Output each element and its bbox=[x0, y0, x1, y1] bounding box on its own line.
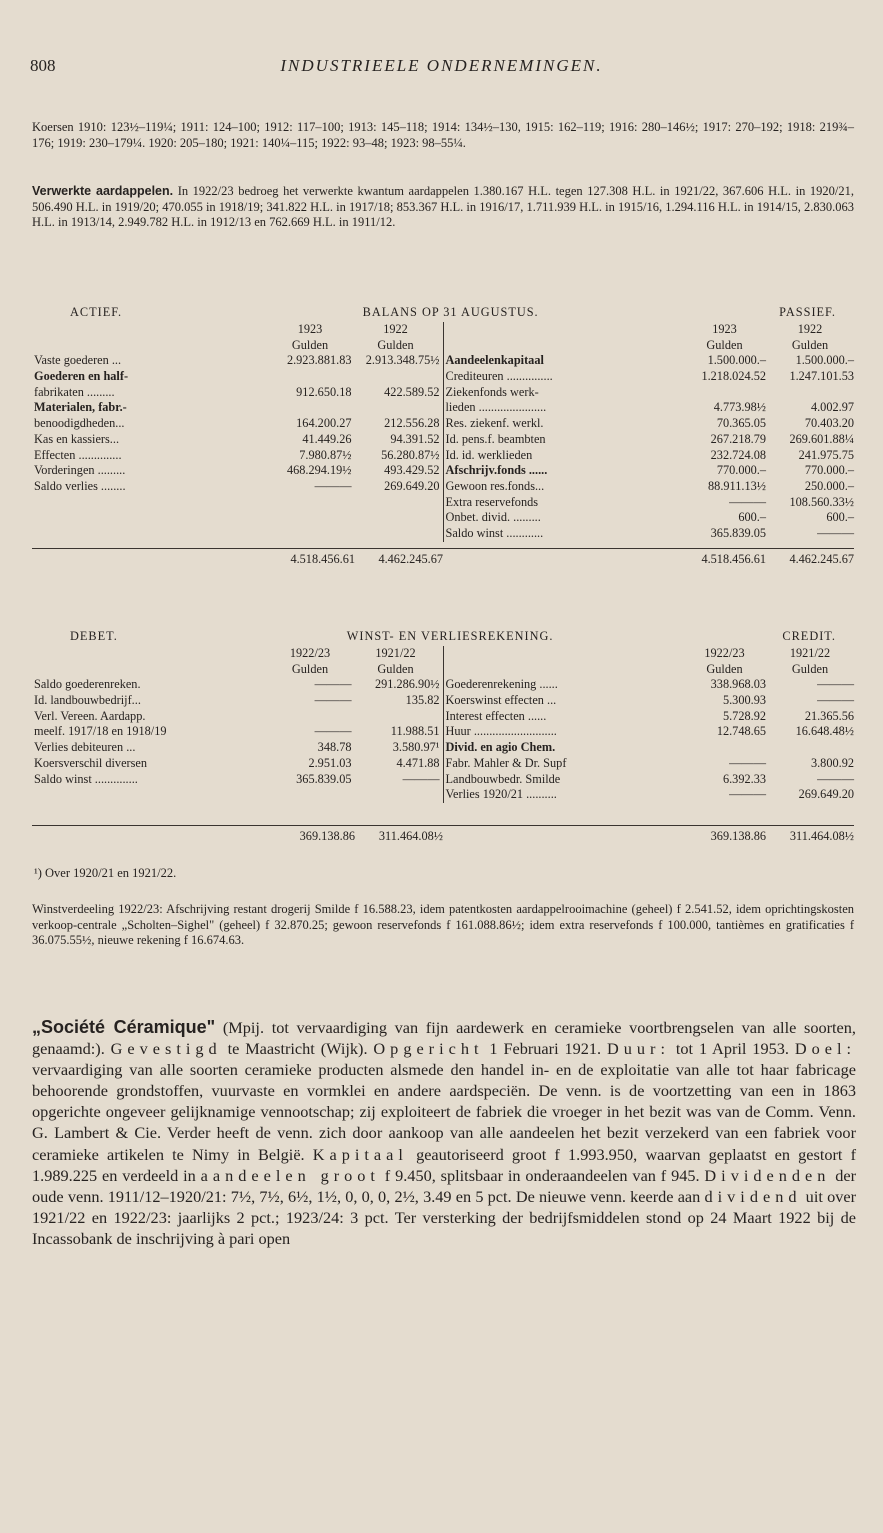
balance-passief bbox=[443, 322, 855, 542]
passief-value: 1.500.000.– bbox=[707, 353, 766, 368]
actief-row bbox=[32, 432, 443, 448]
actief-label bbox=[32, 338, 269, 354]
passief-row bbox=[444, 479, 855, 495]
pl-title: WINST- EN VERLIESREKENING. bbox=[346, 629, 554, 643]
entry-text: 1 Februari 1921. bbox=[483, 1039, 607, 1059]
balance-left-total-1923: 4.518.456.61 bbox=[290, 551, 355, 566]
debet-value bbox=[269, 709, 352, 725]
actief-row bbox=[32, 400, 443, 416]
debet-label bbox=[32, 646, 269, 662]
actief-label: Effecten .............. bbox=[34, 447, 122, 462]
passief-label: Res. ziekenf. werkl. bbox=[445, 416, 544, 431]
credit-value: 269.649.20 bbox=[798, 787, 854, 802]
actief-value: 1922 bbox=[383, 322, 408, 336]
actief-row bbox=[32, 416, 443, 432]
entry-text: (Mpij. tot vervaardiging van fijn aardewerk en ceramieke voortbrengselen van alle soorten, genaamd:). bbox=[32, 1018, 856, 1059]
credit-value: 12.748.65 bbox=[716, 724, 766, 739]
passief-label bbox=[444, 322, 684, 338]
credit-value: 3.800.92 bbox=[810, 755, 854, 770]
credit-value: ——— bbox=[729, 787, 766, 802]
credit-value: Gulden bbox=[706, 661, 743, 676]
entry-text: te Maastricht (Wijk). bbox=[221, 1039, 374, 1059]
keyword-duur: Duur: bbox=[607, 1039, 670, 1059]
debet-row bbox=[32, 709, 443, 725]
passief-value: 241.975.75 bbox=[798, 447, 854, 462]
actief-value: 94.391.52 bbox=[390, 431, 440, 446]
credit-row bbox=[444, 662, 855, 678]
passief-value: 267.218.79 bbox=[710, 431, 766, 446]
debet-label: meelf. 1917/18 en 1918/19 bbox=[34, 724, 167, 739]
actief-row bbox=[32, 353, 443, 369]
actief-value: Gulden bbox=[377, 337, 414, 352]
actief-label: Saldo verlies ........ bbox=[34, 478, 126, 493]
credit-value: ——— bbox=[729, 755, 766, 770]
passief-row bbox=[444, 385, 855, 401]
credit-row bbox=[444, 724, 855, 740]
actief-row bbox=[32, 322, 443, 338]
debet-value: Gulden bbox=[291, 661, 329, 676]
credit-value: 5.728.92 bbox=[722, 708, 766, 723]
debet-row bbox=[32, 693, 443, 709]
keyword-doel: Doel: bbox=[794, 1039, 856, 1059]
koersen-paragraph: Koersen 1910: 123½–119¼; 1911: 124–100; 1912: 117–100; 1913: 145–118; 1914: 134½–130, 1915: 162–119; 1916: 280–146½; 1917: 270–192; 1918: 219¾–176; 1919: 230–179¼. 1920: 205–180; 1921: 140¼–115; 1922: 93–48; 1923: 98–55¼. bbox=[32, 120, 854, 150]
passief-row bbox=[444, 338, 855, 354]
balance-title-left: ACTIEF. bbox=[70, 305, 123, 319]
actief-value: 422.589.52 bbox=[384, 384, 440, 399]
debet-value: 291.286.90½ bbox=[374, 677, 440, 692]
actief-value: 41.449.26 bbox=[302, 431, 352, 446]
passief-row bbox=[444, 463, 855, 479]
balance-right-total-1923: 4.518.456.61 bbox=[701, 551, 766, 566]
keyword-dividend: dividend bbox=[704, 1186, 802, 1206]
pl-credit bbox=[443, 646, 855, 803]
debet-row bbox=[32, 724, 443, 740]
actief-value: 493.429.52 bbox=[384, 463, 440, 478]
passief-value: 250.000.– bbox=[804, 478, 854, 493]
passief-row bbox=[444, 495, 855, 511]
credit-label: Koerswinst effecten ... bbox=[445, 693, 557, 708]
credit-label bbox=[444, 646, 684, 662]
keyword-kapitaal: Kapitaal bbox=[312, 1144, 408, 1164]
passief-value: 269.601.88¼ bbox=[789, 431, 854, 446]
credit-row bbox=[444, 756, 855, 772]
actief-row bbox=[32, 479, 443, 495]
credit-label: Verlies 1920/21 .......... bbox=[445, 787, 557, 802]
passief-value: ——— bbox=[729, 494, 766, 509]
verwerkte-paragraph bbox=[32, 184, 854, 231]
credit-value: 1921/22 bbox=[789, 646, 831, 660]
actief-value bbox=[352, 400, 443, 416]
debet-value: ——— bbox=[314, 677, 352, 692]
passief-value: 232.724.08 bbox=[710, 447, 766, 462]
verwerkte-text: In 1922/23 bedroeg het verwerkte kwantum aardappelen 1.380.167 H.L. tegen 127.308 H.L. in 1921/22, 367.606 H.L. in 1920/21, 506.490 H.L. in 1919/20; 470.055 in 1918/19; 341.822 H.L. in 1917/18; 853.367 H.L. in 1916/17, 1.711.939 H.L. in 1915/16, 1.294.116 H.L. in 1914/15, 2.830.063 H.L. in 1913/14, 2.949.782 H.L. in 1912/13 en 762.669 H.L. in 1911/12. bbox=[32, 184, 854, 229]
balance-left-total-1922: 4.462.245.67 bbox=[378, 551, 443, 566]
pl-title-right: CREDIT. bbox=[782, 629, 836, 643]
passief-value: 1.500.000.– bbox=[795, 353, 854, 368]
debet-value: 365.839.05 bbox=[296, 771, 352, 786]
credit-label: Huur ........................... bbox=[445, 724, 557, 739]
pl-right-total-1922-23: 369.138.86 bbox=[710, 828, 766, 843]
debet-label: Verl. Vereen. Aardapp. bbox=[34, 708, 146, 723]
passief-value bbox=[683, 385, 766, 401]
entry-text: geautoriseerd groot f 1.993.950, waarvan geplaatst en gestort f 1.989.225 en verdeeld in bbox=[32, 1144, 856, 1185]
entry-text: der oude venn. 1911/12–1920/21: 7½, 7½, 6½, 1½, 0, 0, 0, 2½, 3.49 en 5 pct. De nieuwe venn. keerde aan bbox=[32, 1165, 857, 1206]
passief-value bbox=[766, 385, 854, 401]
actief-label: Goederen en half- bbox=[34, 369, 129, 384]
actief-value bbox=[269, 400, 352, 416]
debet-value: Gulden bbox=[377, 661, 414, 676]
passief-value: 770.000.– bbox=[804, 463, 854, 478]
credit-value: 6.392.33 bbox=[722, 771, 766, 786]
actief-label bbox=[32, 322, 269, 338]
credit-value: 21.365.56 bbox=[804, 708, 854, 723]
actief-value: 212.556.28 bbox=[384, 416, 440, 431]
credit-value: ——— bbox=[817, 693, 854, 708]
passief-row bbox=[444, 353, 855, 369]
passief-value: 600.– bbox=[826, 510, 854, 525]
credit-value: 1922/23 bbox=[704, 646, 745, 660]
passief-label: Id. id. werklieden bbox=[445, 447, 533, 462]
balance-title-right: PASSIEF. bbox=[779, 305, 836, 319]
actief-value bbox=[269, 369, 352, 385]
debet-value: 11.988.51 bbox=[390, 724, 440, 739]
passief-label: Gewoon res.fonds... bbox=[445, 478, 545, 493]
actief-label: Kas en kassiers... bbox=[34, 431, 120, 446]
passief-row bbox=[444, 400, 855, 416]
entry-text: uit over 1921/22 en 1922/23: jaarlijks 2 pct.; 1923/24: 3 pct. Ter versterking der bedrijfsmiddelen stond op 24 Maart 1922 bij de Incassobank de inschrijving à pari open bbox=[32, 1186, 856, 1248]
credit-label bbox=[444, 662, 684, 678]
actief-value: 912.650.18 bbox=[296, 384, 352, 399]
actief-row bbox=[32, 463, 443, 479]
debet-row bbox=[32, 772, 443, 788]
actief-value: ——— bbox=[314, 478, 352, 493]
passief-row bbox=[444, 448, 855, 464]
credit-row bbox=[444, 693, 855, 709]
passief-value: 1.218.024.52 bbox=[701, 369, 766, 384]
debet-row bbox=[32, 662, 443, 678]
keyword-aandeelen: aandeelen groot bbox=[200, 1165, 380, 1185]
passief-label: Id. pens.f. beambten bbox=[445, 431, 546, 446]
passief-label: Ziekenfonds werk- bbox=[445, 384, 539, 399]
actief-row bbox=[32, 369, 443, 385]
page-header bbox=[30, 56, 853, 84]
entry-text: tot 1 April 1953. bbox=[669, 1039, 795, 1059]
passief-row bbox=[444, 416, 855, 432]
actief-row bbox=[32, 448, 443, 464]
debet-label: Saldo winst .............. bbox=[34, 771, 138, 786]
actief-row bbox=[32, 338, 443, 354]
actief-label: benoodigdheden... bbox=[34, 416, 125, 431]
actief-value: 2.913.348.75½ bbox=[365, 353, 440, 368]
debet-value: ——— bbox=[314, 693, 352, 708]
debet-label: Koersverschil diversen bbox=[34, 755, 148, 770]
passief-value: 4.002.97 bbox=[810, 400, 854, 415]
entry-text: f 9.450, splitsbaar in onderaandeelen van f 945. bbox=[379, 1165, 705, 1185]
passief-value: 70.365.05 bbox=[716, 416, 766, 431]
debet-value: 2.951.03 bbox=[308, 755, 352, 770]
pl-totals bbox=[32, 825, 854, 846]
credit-value: ——— bbox=[817, 677, 854, 692]
actief-value: 468.294.19½ bbox=[286, 463, 352, 478]
credit-row bbox=[444, 709, 855, 725]
pl-left-total-1922-23: 369.138.86 bbox=[299, 828, 355, 843]
profit-loss-account bbox=[32, 626, 854, 846]
pl-debet bbox=[32, 646, 443, 803]
passief-row bbox=[444, 510, 855, 526]
passief-label bbox=[444, 338, 684, 354]
page-number: 808 bbox=[30, 56, 56, 75]
debet-row bbox=[32, 677, 443, 693]
passief-row bbox=[444, 369, 855, 385]
debet-label bbox=[32, 662, 269, 678]
actief-value bbox=[352, 369, 443, 385]
debet-row bbox=[32, 756, 443, 772]
debet-value: 135.82 bbox=[405, 693, 440, 708]
pl-left-total-1921-22: 311.464.08½ bbox=[378, 828, 443, 843]
actief-label: fabrikaten ......... bbox=[34, 384, 115, 399]
balance-totals bbox=[32, 548, 854, 569]
passief-value: 1922 bbox=[797, 322, 823, 336]
credit-label: Fabr. Mahler & Dr. Supf bbox=[445, 755, 567, 770]
passief-value: 770.000.– bbox=[716, 463, 766, 478]
passief-label: Aandeelenkapitaal bbox=[445, 353, 544, 368]
actief-row bbox=[32, 385, 443, 401]
credit-value: 338.968.03 bbox=[710, 677, 766, 692]
debet-value: 348.78 bbox=[317, 740, 352, 755]
credit-value: 16.648.48½ bbox=[795, 724, 854, 739]
keyword-dividenden: Dividenden bbox=[704, 1165, 831, 1185]
credit-value bbox=[766, 740, 854, 756]
passief-row bbox=[444, 322, 855, 338]
company-name: „Société Céramique" bbox=[32, 1017, 216, 1037]
passief-value: 70.403.20 bbox=[804, 416, 854, 431]
debet-row bbox=[32, 646, 443, 662]
passief-value: 4.773.98½ bbox=[713, 400, 766, 415]
debet-label: Verlies debiteuren ... bbox=[34, 740, 136, 755]
debet-value bbox=[352, 709, 443, 725]
ceramique-entry bbox=[32, 1017, 856, 1249]
keyword-gevestigd: Gevestigd bbox=[110, 1039, 222, 1059]
passief-label: Onbet. divid. ......... bbox=[445, 510, 541, 525]
debet-value: 1922/23 bbox=[289, 646, 331, 660]
footnote: ¹) Over 1920/21 en 1921/22. bbox=[34, 866, 177, 880]
actief-value: 56.280.87½ bbox=[381, 447, 440, 462]
passief-label: Crediteuren ............... bbox=[445, 369, 553, 384]
passief-value: Gulden bbox=[706, 337, 743, 352]
winstverdeeling-paragraph: Winstverdeeling 1922/23: Afschrijving restant drogerij Smilde f 16.588.23, idem patentkosten aardappelrooimachine (geheel) f 2.541.52, idem oprichtingskosten verkoop-centrale „Scholten–Sighel" (geheel) f 32.870.25; gewoon reservefonds f 161.088.86½; idem extra reservefonds f 100.000, tantièmes en gratificaties f 36.075.55½, nieuwe rekening f 16.674.63. bbox=[32, 902, 854, 947]
debet-label: Saldo goederenreken. bbox=[34, 677, 141, 692]
balance-actief bbox=[32, 322, 443, 542]
balance-right-total-1922: 4.462.245.67 bbox=[789, 551, 854, 566]
credit-row bbox=[444, 772, 855, 788]
pl-right-total-1921-22: 311.464.08½ bbox=[789, 828, 854, 843]
passief-label: lieden ...................... bbox=[445, 400, 547, 415]
credit-row bbox=[444, 677, 855, 693]
passief-value: ——— bbox=[817, 525, 854, 540]
passief-value: 1923 bbox=[712, 322, 737, 336]
passief-row bbox=[444, 432, 855, 448]
actief-value: 1923 bbox=[297, 322, 323, 336]
passief-value: Gulden bbox=[791, 337, 829, 352]
pl-title-left: DEBET. bbox=[70, 629, 118, 643]
credit-value bbox=[683, 740, 766, 756]
actief-value: 269.649.20 bbox=[384, 478, 440, 493]
actief-label: Vorderingen ......... bbox=[34, 463, 126, 478]
passief-label: Extra reservefonds bbox=[445, 494, 539, 509]
actief-value: 164.200.27 bbox=[296, 416, 352, 431]
balance-title: BALANS OP 31 AUGUSTUS. bbox=[362, 305, 539, 319]
actief-value: 2.923.881.83 bbox=[286, 353, 352, 368]
debet-value: 3.580.97¹ bbox=[392, 740, 440, 755]
debet-value: ——— bbox=[314, 724, 352, 739]
keyword-opgericht: Opgericht bbox=[373, 1039, 484, 1059]
balance-sheet bbox=[32, 302, 854, 569]
actief-label: Vaste goederen ... bbox=[34, 353, 122, 368]
credit-row bbox=[444, 787, 855, 803]
debet-label: Id. landbouwbedrijf... bbox=[34, 693, 141, 708]
passief-row bbox=[444, 526, 855, 542]
debet-value: 4.471.88 bbox=[396, 755, 440, 770]
passief-label: Afschrijv.fonds ...... bbox=[445, 463, 548, 478]
credit-value: 5.300.93 bbox=[722, 693, 766, 708]
pl-title-row bbox=[32, 626, 854, 646]
debet-value: 1921/22 bbox=[375, 646, 416, 660]
debet-row bbox=[32, 740, 443, 756]
actief-value: 7.980.87½ bbox=[299, 447, 352, 462]
debet-value: ——— bbox=[402, 771, 440, 786]
credit-value: ——— bbox=[817, 771, 854, 786]
credit-label: Divid. en agio Chem. bbox=[445, 740, 556, 755]
verwerkte-heading: Verwerkte aardappelen. bbox=[32, 184, 174, 198]
passief-label: Saldo winst ............ bbox=[445, 525, 544, 540]
passief-value: 365.839.05 bbox=[710, 525, 766, 540]
credit-label: Interest effecten ...... bbox=[445, 708, 547, 723]
passief-value: 108.560.33½ bbox=[789, 494, 854, 509]
passief-value: 1.247.101.53 bbox=[789, 369, 854, 384]
actief-value: Gulden bbox=[291, 337, 329, 352]
entry-text: vervaardiging van alle soorten ceramieke producten alsmede den handel in- en de exploitatie van alle tot haar fabricage behoorende grondstoffen, vuurvaste en vormklei en andere aardspeciën. De venn. is de voortzetting van een in 1863 opgerichte ongeveer gelijknamige vennootschap; zij exploiteert de fabriek die vroeger in het bezit was van de Comm. Venn. G. Lambert & Cie. Verder heeft de venn. zich door aankoop van alle aandeelen het bezit verzekerd van een fabriek voor ceramieke artikelen te Nimy in België. bbox=[32, 1060, 856, 1164]
balance-title-row bbox=[32, 302, 854, 322]
credit-row bbox=[444, 740, 855, 756]
credit-label: Landbouwbedr. Smilde bbox=[445, 771, 561, 786]
actief-label: Materialen, fabr.- bbox=[34, 400, 127, 415]
credit-label: Goederenrekening ...... bbox=[445, 677, 558, 692]
credit-value: Gulden bbox=[791, 661, 829, 676]
credit-row bbox=[444, 646, 855, 662]
passief-value: 88.911.13½ bbox=[708, 478, 766, 493]
passief-value: 600.– bbox=[738, 510, 766, 525]
running-title: INDUSTRIEELE ONDERNEMINGEN. bbox=[280, 56, 603, 75]
